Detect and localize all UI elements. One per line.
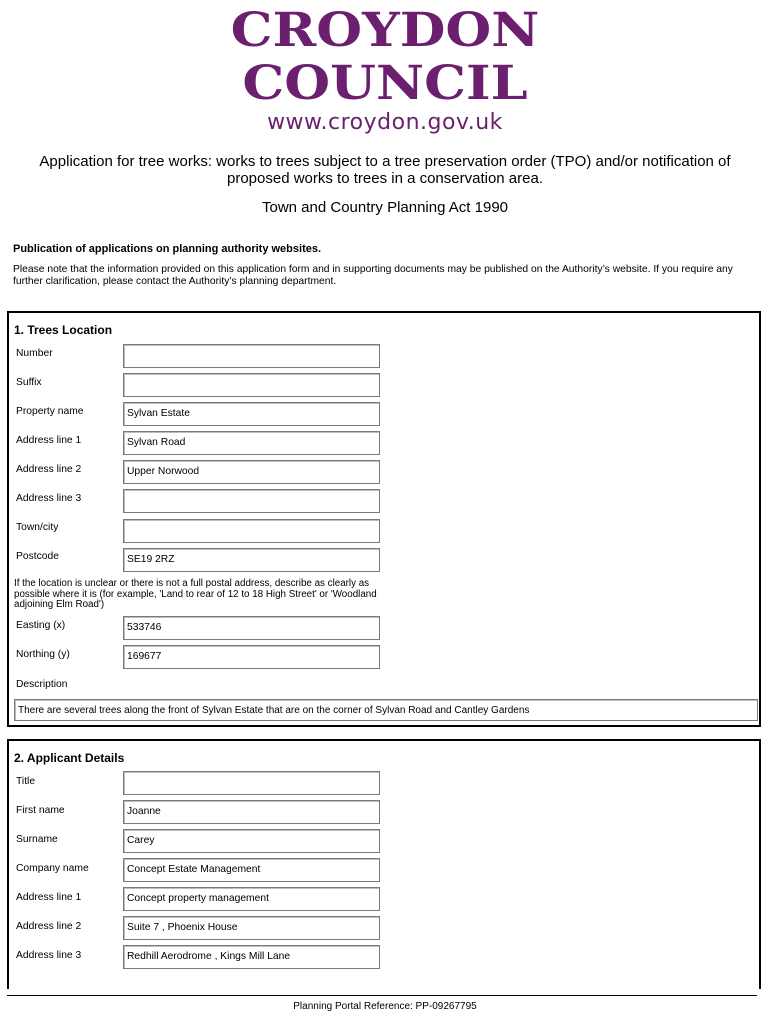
- title-label: Title: [16, 776, 36, 787]
- publication-note: Please note that the information provided on this application form and in supporting documents may be published on the Authority’s website. If you require any further clarification, please contact the Authority’s planning department.: [13, 264, 733, 287]
- applicant-address-line-3-field[interactable]: Redhill Aerodrome , Kings Mill Lane: [123, 945, 380, 969]
- title-field[interactable]: [123, 771, 380, 795]
- section-title: 2. Applicant Details: [14, 751, 125, 765]
- description-field[interactable]: There are several trees along the front of Sylvan Estate that are on the corner of Sylvan Road and Cantley Gardens: [14, 699, 758, 721]
- applicant-address-line-2-label: Address line 2: [16, 921, 82, 932]
- address-line-2-label: Address line 2: [16, 464, 82, 475]
- northing-field[interactable]: 169677: [123, 645, 380, 669]
- company-name-label: Company name: [16, 863, 89, 874]
- address-line-1-label: Address line 1: [16, 435, 82, 446]
- easting-field[interactable]: 533746: [123, 616, 380, 640]
- applicant-address-line-1-field[interactable]: Concept property management: [123, 887, 380, 911]
- location-hint: If the location is unclear or there is not a full postal address, describe as clearly as possible where it is (for example, 'Land to rear of 12 to 18 High Street' or 'Woodland adjoining Elm Road'): [14, 578, 377, 610]
- applicant-address-line-2-field[interactable]: Suite 7 , Phoenix House: [123, 916, 380, 940]
- northing-label: Northing (y): [16, 649, 70, 660]
- footer-divider: [7, 995, 757, 996]
- surname-label: Surname: [16, 834, 58, 845]
- description-label: Description: [16, 679, 68, 690]
- easting-label: Easting (x): [16, 620, 66, 631]
- property-name-label: Property name: [16, 406, 84, 417]
- footer-reference: Planning Portal Reference: PP-09267795: [293, 1001, 477, 1012]
- postcode-label: Postcode: [16, 551, 59, 562]
- publication-heading: Publication of applications on planning authority websites.: [13, 243, 322, 255]
- council-logo: [0, 4, 770, 136]
- trees-location-section: [7, 311, 761, 727]
- property-name-field[interactable]: Sylvan Estate: [123, 402, 380, 426]
- applicant-address-line-1-label: Address line 1: [16, 892, 82, 903]
- surname-field[interactable]: Carey: [123, 829, 380, 853]
- act-title: Town and Country Planning Act 1990: [262, 199, 508, 216]
- applicant-address-line-3-label: Address line 3: [16, 950, 82, 961]
- town-city-label: Town/city: [16, 522, 59, 533]
- postcode-field[interactable]: SE19 2RZ: [123, 548, 380, 572]
- number-label: Number: [16, 348, 53, 359]
- address-line-2-field[interactable]: Upper Norwood: [123, 460, 380, 484]
- applicant-details-section: [7, 739, 761, 989]
- suffix-label: Suffix: [16, 377, 42, 388]
- logo-line-2: COUNCIL: [242, 56, 528, 111]
- number-field[interactable]: [123, 344, 380, 368]
- logo-url: www.croydon.gov.uk: [267, 110, 503, 135]
- form-title: Application for tree works: works to trees subject to a tree preservation order (TPO) and/or notification of proposed works to trees in a conservation area.: [39, 153, 731, 187]
- first-name-field[interactable]: Joanne: [123, 800, 380, 824]
- first-name-label: First name: [16, 805, 65, 816]
- suffix-field[interactable]: [123, 373, 380, 397]
- address-line-3-field[interactable]: [123, 489, 380, 513]
- address-line-3-label: Address line 3: [16, 493, 82, 504]
- town-city-field[interactable]: [123, 519, 380, 543]
- company-name-field[interactable]: Concept Estate Management: [123, 858, 380, 882]
- address-line-1-field[interactable]: Sylvan Road: [123, 431, 380, 455]
- section-title: 1. Trees Location: [14, 323, 113, 337]
- logo-line-1: CROYDON: [230, 3, 540, 58]
